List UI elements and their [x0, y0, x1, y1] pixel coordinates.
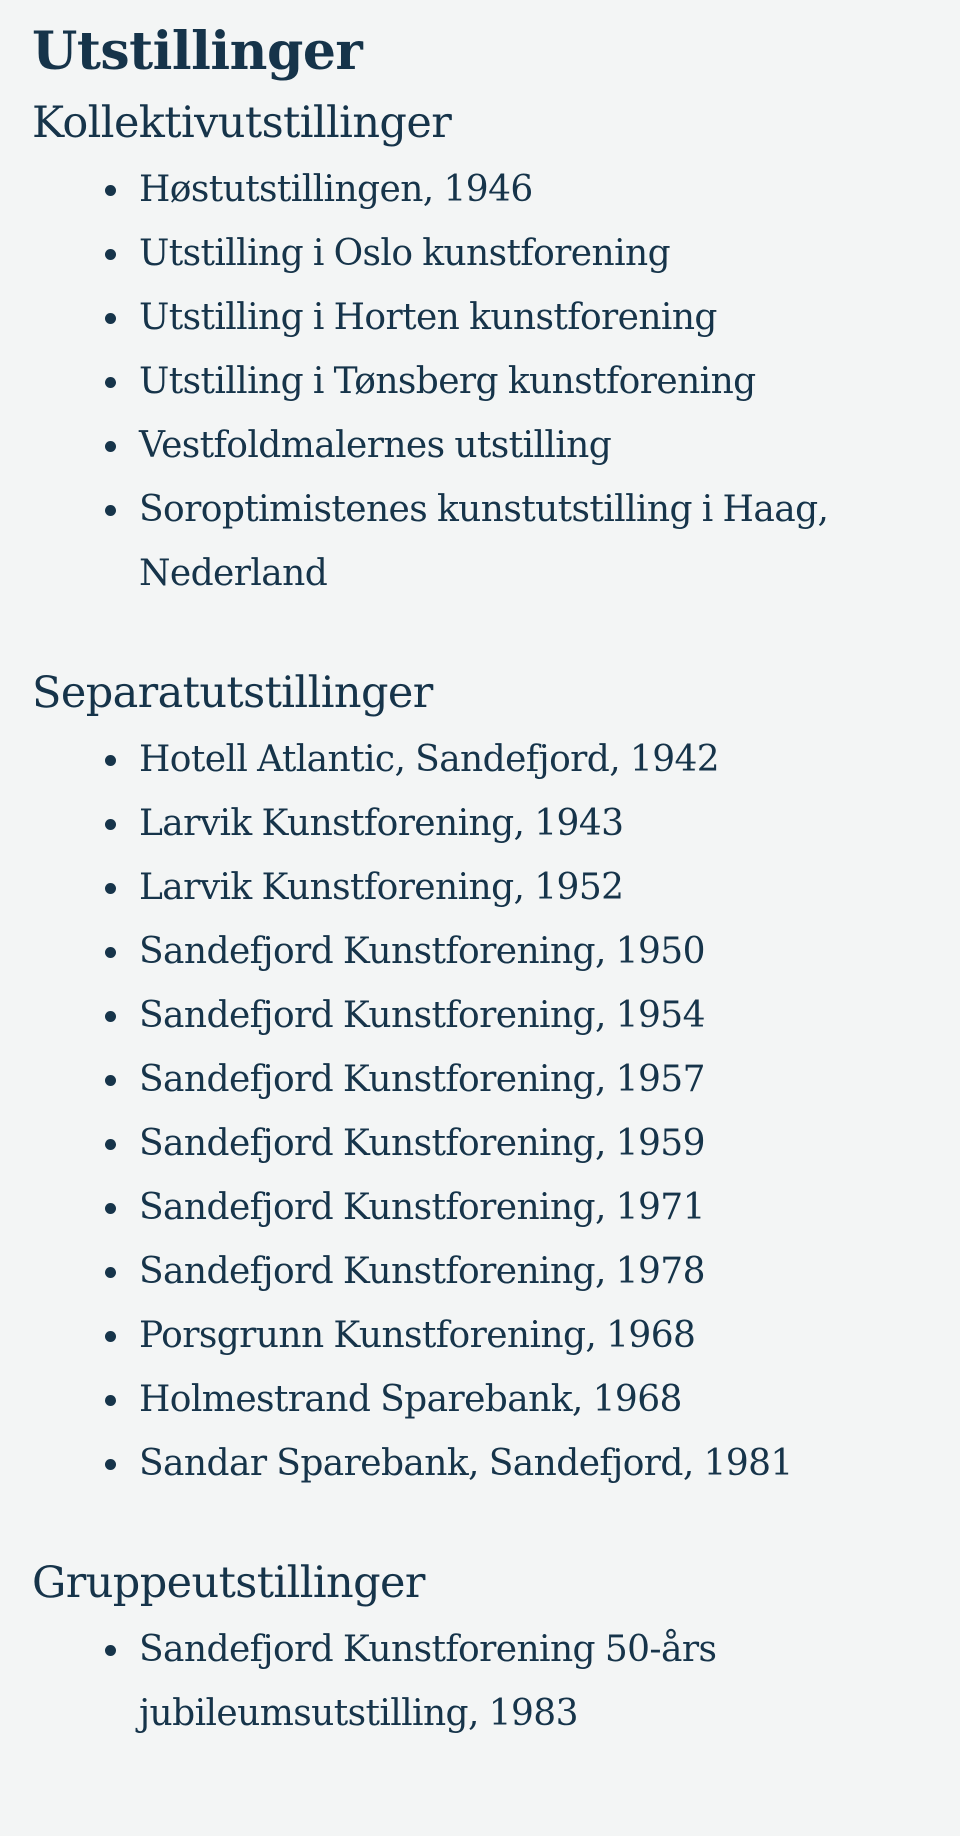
list-item: Vestfoldmalernes utstilling	[139, 414, 859, 478]
list-item: Hotell Atlantic, Sandefjord, 1942	[139, 728, 859, 792]
section-spacer	[32, 606, 960, 660]
kollektivutstillinger-list	[32, 158, 960, 606]
section-spacer	[32, 1496, 960, 1550]
list-item: Holmestrand Sparebank, 1968	[139, 1368, 859, 1432]
list-item: Larvik Kunstforening, 1943	[139, 792, 859, 856]
list-item: Soroptimistenes kunstutstilling i Haag, Nederland	[139, 478, 859, 606]
list-item: Sandefjord Kunstforening, 1959	[139, 1112, 859, 1176]
section-heading-kollektivutstillinger: Kollektivutstillinger	[32, 98, 452, 148]
list-item: Høstutstillingen, 1946	[139, 158, 859, 222]
list-item: Sandefjord Kunstforening, 1950	[139, 920, 859, 984]
list-item: Utstilling i Horten kunstforening	[139, 286, 859, 350]
gruppeutstillinger-list	[32, 1618, 960, 1746]
list-item: Sandefjord Kunstforening, 1971	[139, 1176, 859, 1240]
list-item: Sandefjord Kunstforening, 1957	[139, 1048, 859, 1112]
list-item: Utstilling i Oslo kunstforening	[139, 222, 859, 286]
list-item: Sandefjord Kunstforening, 1978	[139, 1240, 859, 1304]
list-item: Sandar Sparebank, Sandefjord, 1981	[139, 1432, 859, 1496]
separatutstillinger-list	[32, 728, 960, 1496]
list-item: Porsgrunn Kunstforening, 1968	[139, 1304, 859, 1368]
list-item: Larvik Kunstforening, 1952	[139, 856, 859, 920]
section-heading-separatutstillinger: Separatutstillinger	[32, 668, 433, 718]
page-title: Utstillinger	[32, 21, 363, 82]
list-item: Sandefjord Kunstforening, 1954	[139, 984, 859, 1048]
section-heading-gruppeutstillinger: Gruppeutstillinger	[32, 1558, 425, 1608]
list-item: Sandefjord Kunstforening 50-års jubileumsutstilling, 1983	[139, 1618, 859, 1746]
list-item: Utstilling i Tønsberg kunstforening	[139, 350, 859, 414]
